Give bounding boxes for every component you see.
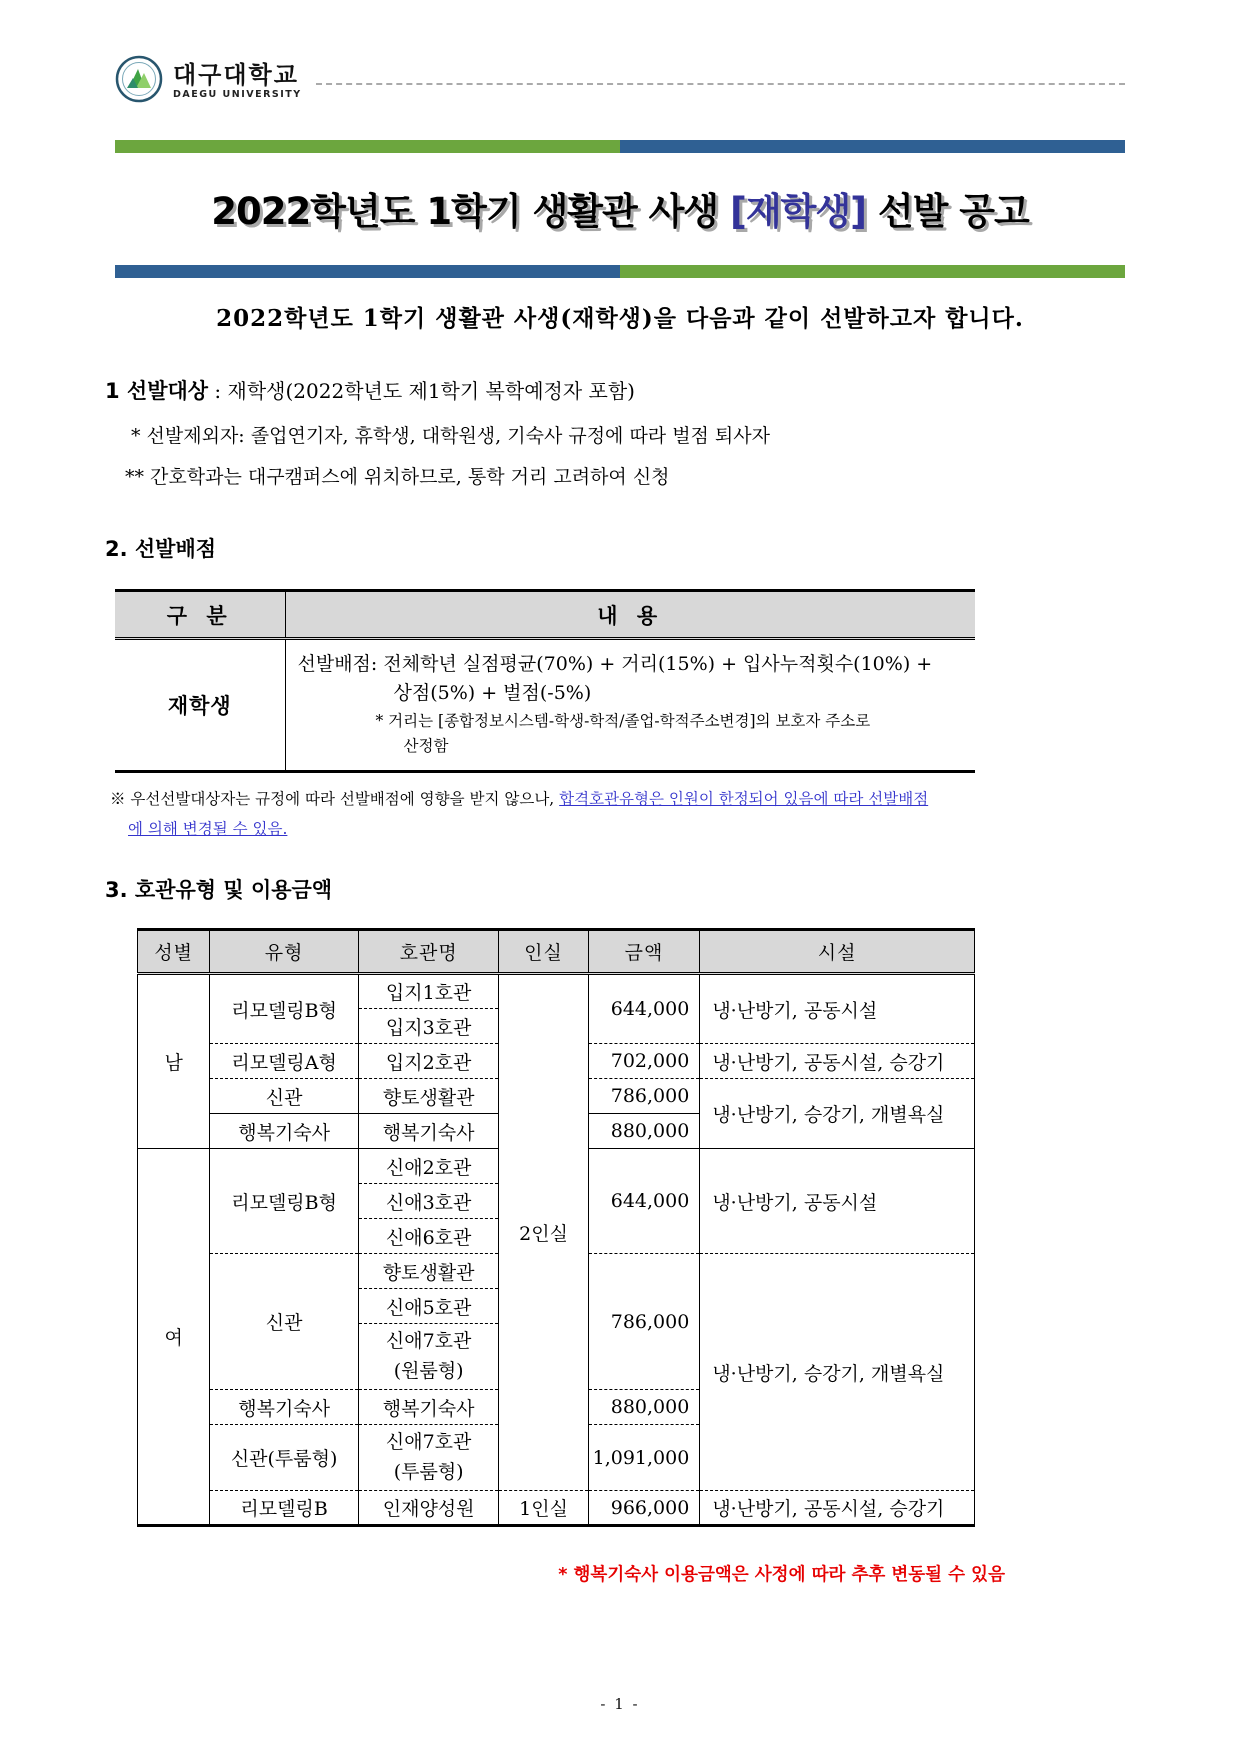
type-cell: 리모델링B형 xyxy=(210,1149,358,1254)
fee-cell: 1,091,000 xyxy=(588,1425,700,1491)
table-row xyxy=(115,639,975,772)
fee-change-warning: * 행복기숙사 이용금액은 사정에 따라 추후 변동될 수 있음 xyxy=(558,1565,1005,1586)
footnote-black-text: ※ 우선선발대상자는 규정에 따라 선발배점에 영향을 받지 않으나, xyxy=(110,790,560,809)
gender-female-cell: 여 xyxy=(138,1149,210,1526)
building-fee-table xyxy=(137,928,975,1527)
type-cell: 리모델링B형 xyxy=(210,974,358,1044)
building-name-line-2: (원룸형) xyxy=(393,1359,464,1382)
selection-points-table xyxy=(115,589,975,773)
col-header-building-name: 호관명 xyxy=(358,930,499,974)
fee-cell: 966,000 xyxy=(588,1491,700,1526)
bar-blue-segment xyxy=(115,265,620,278)
table-header-row xyxy=(138,930,975,974)
title-prefix: 2022학년도 1학기 생활관 사생 xyxy=(211,190,730,233)
table-header-row xyxy=(115,591,975,639)
university-name-en: DAEGU UNIVERSITY xyxy=(173,88,302,100)
banner-bar-top xyxy=(115,140,1125,153)
table-row xyxy=(138,974,975,1009)
title-highlight: [재학생] xyxy=(729,190,866,233)
facilities-cell: 냉·난방기, 승강기, 개별욕실 xyxy=(700,1254,975,1491)
building-cell: 입지1호관 xyxy=(358,974,499,1009)
section-3-heading: 3. 호관유형 및 이용금액 xyxy=(105,878,333,903)
building-cell: 신애5호관 xyxy=(358,1289,499,1324)
facilities-cell: 냉·난방기, 공동시설 xyxy=(700,1149,975,1254)
type-cell: 행복기숙사 xyxy=(210,1390,358,1425)
distance-note-line-2: 산정함 xyxy=(403,736,449,755)
footnote-blue-text-1: 합격호관유형은 인원이 한정되어 있음에 따라 선발배점 xyxy=(559,790,929,809)
university-name-kr: 대구대학교 xyxy=(173,60,299,89)
building-cell: 신애3호관 xyxy=(358,1184,499,1219)
section-1-heading-bold: 1 선발대상 xyxy=(105,379,209,403)
page-number: - 1 - xyxy=(600,1695,640,1713)
type-cell: 리모델링B xyxy=(210,1491,358,1526)
section-2-heading: 2. 선발배점 xyxy=(105,537,217,561)
table-row xyxy=(138,1491,975,1526)
gender-male-cell: 남 xyxy=(138,974,210,1149)
col-header-category: 구 분 xyxy=(115,591,285,639)
type-cell: 신관 xyxy=(210,1254,358,1390)
fee-cell: 702,000 xyxy=(588,1044,700,1079)
points-content-cell xyxy=(285,639,975,772)
building-cell: 향토생활관 xyxy=(358,1254,499,1289)
fee-cell: 644,000 xyxy=(588,1149,700,1254)
priority-selection-footnote xyxy=(110,785,1125,844)
facilities-cell: 냉·난방기, 공동시설 xyxy=(700,974,975,1044)
bar-green-segment xyxy=(620,265,1125,278)
section-1-heading-rest: : 재학생(2022학년도 제1학기 복학예정자 포함) xyxy=(208,379,635,403)
col-header-content: 내 용 xyxy=(285,591,975,639)
room-capacity-double-cell: 2인실 xyxy=(499,974,588,1491)
section-1-note-1: * 선발제외자: 졸업연기자, 휴학생, 대학원생, 기숙사 규정에 따라 벌점 퇴사자 xyxy=(131,425,770,447)
facilities-cell: 냉·난방기, 승강기, 개별욕실 xyxy=(700,1079,975,1149)
building-cell: 신애2호관 xyxy=(358,1149,499,1184)
col-header-facilities: 시설 xyxy=(700,930,975,974)
type-cell: 리모델링A형 xyxy=(210,1044,358,1079)
points-formula-line-1: 선발배점: 전체학년 실점평균(70%) + 거리(15%) + 입사누적횟수(10%) + xyxy=(297,653,933,675)
fee-cell: 644,000 xyxy=(588,974,700,1044)
col-header-gender: 성별 xyxy=(138,930,210,974)
building-cell: 입지3호관 xyxy=(358,1009,499,1044)
col-header-room-capacity: 인실 xyxy=(499,930,588,974)
header-dashed-rule xyxy=(316,83,1125,85)
title-suffix: 선발 공고 xyxy=(865,190,1029,233)
page-title xyxy=(115,153,1125,265)
row-label-enrolled-student: 재학생 xyxy=(115,639,285,772)
type-cell: 신관 xyxy=(210,1079,358,1114)
distance-note-line-1: * 거리는 [종합정보시스템-학생-학적/졸업-학적주소변경]의 보호자 주소로 xyxy=(375,711,871,730)
section-1-note-2: ** 간호학과는 대구캠퍼스에 위치하므로, 통학 거리 고려하여 신청 xyxy=(125,466,670,488)
fee-cell: 880,000 xyxy=(588,1114,700,1149)
building-name-line-2: (투룸형) xyxy=(393,1460,464,1483)
bar-green-segment xyxy=(115,140,620,153)
building-cell: 입지2호관 xyxy=(358,1044,499,1079)
points-formula-line-2: 상점(5%) + 벌점(-5%) xyxy=(393,682,592,705)
section-1 xyxy=(105,375,1125,489)
fee-cell: 786,000 xyxy=(588,1254,700,1390)
col-header-fee: 금액 xyxy=(588,930,700,974)
university-seal-icon xyxy=(115,55,163,107)
facilities-cell: 냉·난방기, 공동시설, 승강기 xyxy=(700,1044,975,1079)
type-cell: 신관(투룸형) xyxy=(210,1425,358,1491)
building-name-line-1: 신애7호관 xyxy=(385,1431,472,1454)
building-cell: 행복기숙사 xyxy=(358,1390,499,1425)
building-cell: 신애6호관 xyxy=(358,1219,499,1254)
building-name-line-1: 신애7호관 xyxy=(385,1330,472,1353)
building-cell xyxy=(358,1425,499,1491)
bar-blue-segment xyxy=(620,140,1125,153)
banner-bar-bottom xyxy=(115,265,1125,278)
announcement-subtitle: 2022학년도 1학기 생활관 사생(재학생)을 다음과 같이 선발하고자 합니다. xyxy=(216,305,1024,332)
building-cell: 인재양성원 xyxy=(358,1491,499,1526)
building-cell: 행복기숙사 xyxy=(358,1114,499,1149)
fee-cell: 786,000 xyxy=(588,1079,700,1114)
fee-cell: 880,000 xyxy=(588,1390,700,1425)
building-cell: 향토생활관 xyxy=(358,1079,499,1114)
university-logo xyxy=(115,55,1125,107)
col-header-type: 유형 xyxy=(210,930,358,974)
type-cell: 행복기숙사 xyxy=(210,1114,358,1149)
building-cell xyxy=(358,1324,499,1390)
footnote-blue-text-2: 에 의해 변경될 수 있음. xyxy=(128,819,288,838)
section-1-heading xyxy=(105,375,1125,405)
room-capacity-single-cell: 1인실 xyxy=(499,1491,588,1526)
facilities-cell: 냉·난방기, 공동시설, 승강기 xyxy=(700,1491,975,1526)
